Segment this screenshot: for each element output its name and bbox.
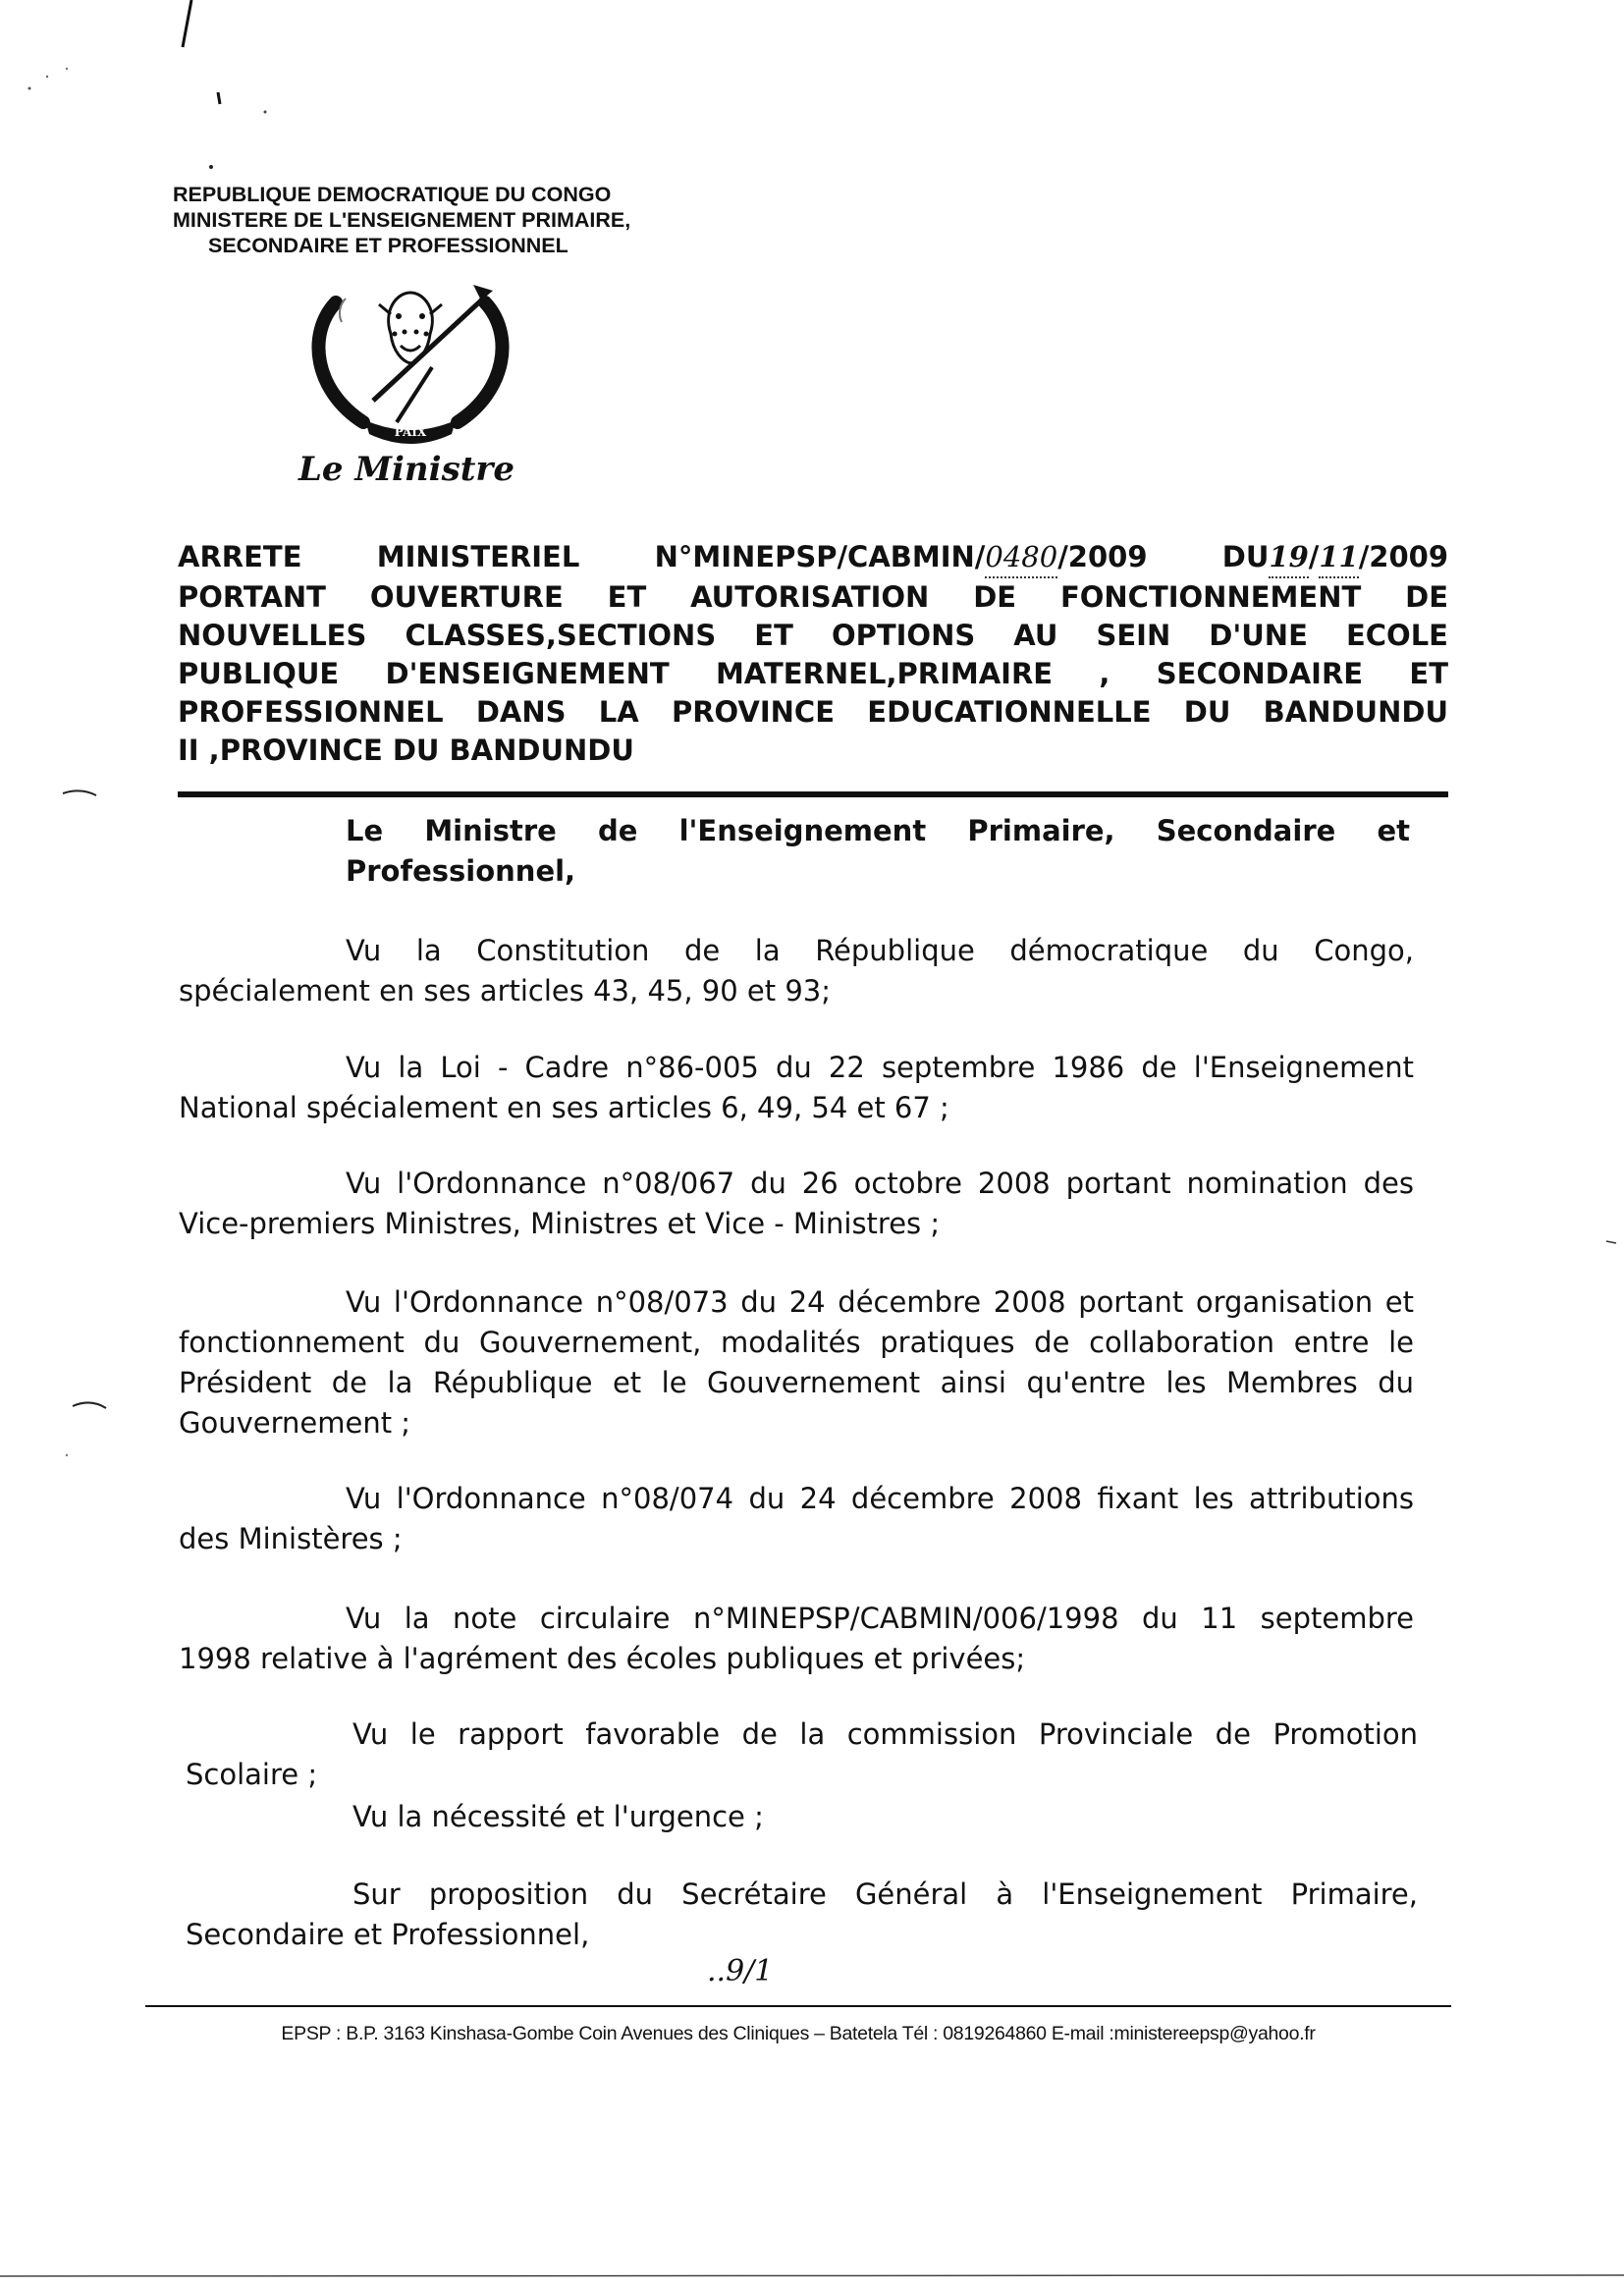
minister-intro: Le Ministre de l'Enseignement Primaire, Secondaire et Professionnel, [346, 814, 1410, 888]
ministry-heading-cont: SECONDAIRE ET PROFESSIONNEL [208, 234, 568, 257]
decree-title-line: PROFESSIONNEL DANS LA PROVINCE EDUCATIONNELLE DU BANDUNDU [178, 695, 1448, 729]
decree-title-line: PORTANT OUVERTURE ET AUTORISATION DE FONCTIONNEMENT DE [178, 580, 1448, 614]
footer-rule [145, 2005, 1451, 2007]
consideration-paragraph: Vu l'Ordonnance n°08/073 du 24 décembre 2008 portant organisation et fonctionnement du Gouvernement, modalités pratiques de collaboration entre le Président de la République et le Gouvernement ainsi qu'entre les Membres du Gouvernement ; [179, 1285, 1414, 1440]
consideration-paragraph: Vu la note circulaire n°MINEPSP/CABMIN/006/1998 du 11 septembre 1998 relative à l'agrément des écoles publiques et privées; [179, 1602, 1414, 1675]
national-emblem [289, 275, 532, 456]
consideration-paragraph: Vu l'Ordonnance n°08/067 du 26 octobre 2008 portant nomination des Vice-premiers Ministres, Ministres et Vice - Ministres ; [179, 1167, 1414, 1240]
consideration-paragraph: Vu le rapport favorable de la commission Provinciale de Promotion Scolaire ; [186, 1717, 1418, 1791]
decree-day-handwritten: 19 [1269, 538, 1308, 578]
signature-title: Le Ministre [298, 450, 514, 489]
decree-month-handwritten: 11 [1319, 538, 1358, 578]
decree-number-handwritten: 0480 [985, 538, 1057, 578]
decree-title-line: NOUVELLES CLASSES,SECTIONS ET OPTIONS AU SEIN D'UNE ECOLE [178, 619, 1448, 652]
title-rule [178, 791, 1448, 797]
decree-title-line: PUBLIQUE D'ENSEIGNEMENT MATERNEL,PRIMAIRE , SECONDAIRE ET [178, 657, 1448, 690]
decree-title [178, 538, 1448, 770]
emblem-motto: PAIX [394, 425, 427, 439]
consideration-paragraph: Vu la Loi - Cadre n°86-005 du 22 septembre 1986 de l'Enseignement National spécialement en ses articles 6, 49, 54 et 67 ; [179, 1051, 1414, 1124]
page-mark-handwritten: ..9/1 [707, 1954, 774, 1988]
decree-title-line: II ,PROVINCE DU BANDUNDU [178, 734, 634, 767]
consideration-paragraph: Vu la nécessité et l'urgence ; [352, 1800, 764, 1833]
consideration-paragraph: Sur proposition du Secrétaire Général à l'Enseignement Primaire, Secondaire et Professionnel, [186, 1878, 1418, 1951]
footer-text: EPSP : B.P. 3163 Kinshasa-Gombe Coin Avenues des Cliniques – Batetela Tél : 0819264860 E-mail :ministereepsp@yahoo.fr [281, 2023, 1316, 2044]
decree-number-line: ARRETE MINISTERIEL N°MINEPSP/CABMIN/0480/2009 DU19/11/2009 [178, 538, 1448, 578]
ministry-heading: MINISTERE DE L'ENSEIGNEMENT PRIMAIRE, [173, 208, 631, 232]
republic-heading: REPUBLIQUE DEMOCRATIQUE DU CONGO [173, 183, 612, 206]
consideration-paragraph: Vu l'Ordonnance n°08/074 du 24 décembre 2008 fixant les attributions des Ministères ; [179, 1482, 1414, 1555]
consideration-paragraph: Vu la Constitution de la République démocratique du Congo, spécialement en ses articles 43, 45, 90 et 93; [179, 934, 1414, 1007]
